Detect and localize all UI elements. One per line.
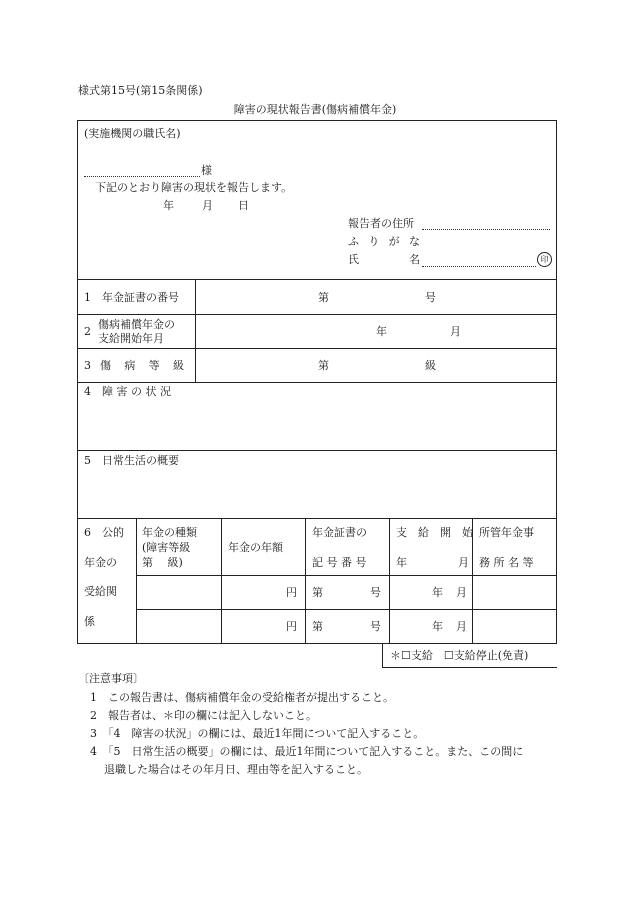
reporter-furigana-label	[348, 236, 420, 247]
row1-dai: 第	[312, 586, 323, 599]
pension-type-header-line3: 第 級)	[142, 556, 183, 569]
seal-mark: 印	[537, 252, 552, 267]
column-divider	[136, 518, 137, 643]
form-border-top	[77, 120, 557, 121]
status-options[interactable]: ＊☐支給 ☐支給停止(免責)	[390, 649, 529, 662]
report-statement: 下記のとおり障害の現状を報告します。	[95, 181, 293, 194]
row2-go: 号	[370, 620, 381, 633]
row-divider	[77, 518, 557, 519]
grade-label-char: 病	[124, 359, 136, 372]
annual-amount-header: 年金の年額	[228, 541, 283, 554]
row1-go: 号	[370, 586, 381, 599]
date-month-label: 月	[202, 199, 213, 212]
row-divider	[77, 348, 557, 349]
column-divider	[389, 518, 390, 643]
row1-year: 年	[432, 586, 443, 599]
addressee-name-field[interactable]	[84, 176, 200, 177]
notes-heading: 〔注意事項〕	[78, 672, 144, 685]
row-divider	[136, 609, 557, 610]
date-year-label: 年	[163, 199, 174, 212]
grade-kyu-label: 級	[425, 359, 436, 372]
grade-label-char: 等	[148, 359, 160, 372]
column-divider	[195, 279, 196, 382]
pension-relation-label-line4: 係	[84, 615, 95, 628]
column-divider	[305, 518, 306, 643]
certificate-dai-label: 第	[318, 291, 329, 304]
furigana-char: り	[368, 235, 380, 248]
payment-start-month: 月	[450, 325, 461, 338]
grade-label-char: 傷	[100, 359, 111, 372]
certificate-number-header-line2: 記 号 番 号	[312, 556, 367, 569]
column-divider	[221, 518, 222, 643]
payment-start-label-line2: 支給開始年月	[98, 332, 164, 345]
payment-start-number: 2	[84, 325, 91, 338]
injury-grade-label	[100, 360, 184, 371]
furigana-char: ふ	[348, 235, 359, 248]
status-box-left	[382, 643, 383, 667]
payment-start-header-month: 月	[458, 556, 469, 569]
payment-start-label-line1: 傷病補償年金の	[98, 318, 175, 331]
certificate-go-label: 号	[425, 291, 436, 304]
note-item: 3 「4 障害の状況」の欄には、最近1年間について記入すること。	[90, 727, 425, 740]
furigana-char: が	[388, 235, 400, 248]
daily-life-label: 5 日常生活の概要	[84, 454, 179, 467]
addressee-suffix: 様	[201, 164, 212, 177]
date-day-label: 日	[238, 199, 249, 212]
row2-month: 月	[456, 620, 467, 633]
row2-dai: 第	[312, 620, 323, 633]
pension-relation-label-line2: 年金の	[84, 556, 117, 569]
form-border-bottom	[77, 643, 557, 644]
reporter-address-label: 報告者の住所	[348, 217, 414, 230]
pension-certificate-label: 1 年金証書の番号	[84, 291, 179, 304]
form-number: 様式第15号(第15条関係)	[78, 84, 203, 97]
row-divider	[77, 450, 557, 451]
status-box-bottom	[382, 667, 557, 668]
row-divider	[136, 575, 557, 576]
row2-year: 年	[432, 620, 443, 633]
note-item: 2 報告者は、＊印の欄には記入しないこと。	[90, 709, 317, 722]
furigana-char: な	[408, 235, 420, 248]
row1-month: 月	[456, 586, 467, 599]
pension-office-header-line2: 務 所 名 等	[479, 556, 534, 569]
grade-dai-label: 第	[318, 359, 329, 372]
row-divider	[77, 314, 557, 315]
row1-yen: 円	[286, 586, 297, 599]
row-divider	[77, 382, 557, 383]
name-char: 名	[409, 253, 420, 266]
payment-start-year: 年	[376, 325, 387, 338]
payment-start-header-line1: 支 給 開 始	[396, 526, 473, 539]
reporter-name-field[interactable]	[422, 266, 536, 267]
addressee-label: (実施機関の職氏名)	[84, 127, 181, 140]
reporter-address-field[interactable]	[422, 229, 550, 230]
payment-start-header-year: 年	[396, 556, 407, 569]
injury-grade-number: 3	[84, 359, 91, 372]
row2-yen: 円	[286, 620, 297, 633]
document-title: 障害の現状報告書(傷病補償年金)	[233, 103, 397, 116]
certificate-number-header-line1: 年金証書の	[312, 526, 367, 539]
name-char: 氏	[348, 253, 359, 266]
grade-label-char: 級	[172, 359, 184, 372]
note-item: 1 この報告書は、傷病補償年金の受給権者が提出すること。	[90, 691, 394, 704]
note-item: 4 「5 日常生活の概要」の欄には、最近1年間について記入すること。また、この間に	[90, 745, 524, 758]
reporter-name-label	[348, 254, 420, 265]
pension-type-header-line2: (障害等級	[142, 541, 191, 554]
pension-relation-label-line3: 受給関	[84, 585, 117, 598]
note-item-continuation: 退職した場合はその年月日、理由等を記入すること。	[104, 763, 368, 776]
pension-office-header-line1: 所管年金事	[479, 526, 534, 539]
pension-relation-label-line1: 6 公的	[84, 526, 124, 539]
pension-type-header-line1: 年金の種類	[142, 526, 197, 539]
disability-status-label: 4 障 害 の 状 況	[84, 385, 171, 398]
row-divider	[77, 279, 557, 280]
